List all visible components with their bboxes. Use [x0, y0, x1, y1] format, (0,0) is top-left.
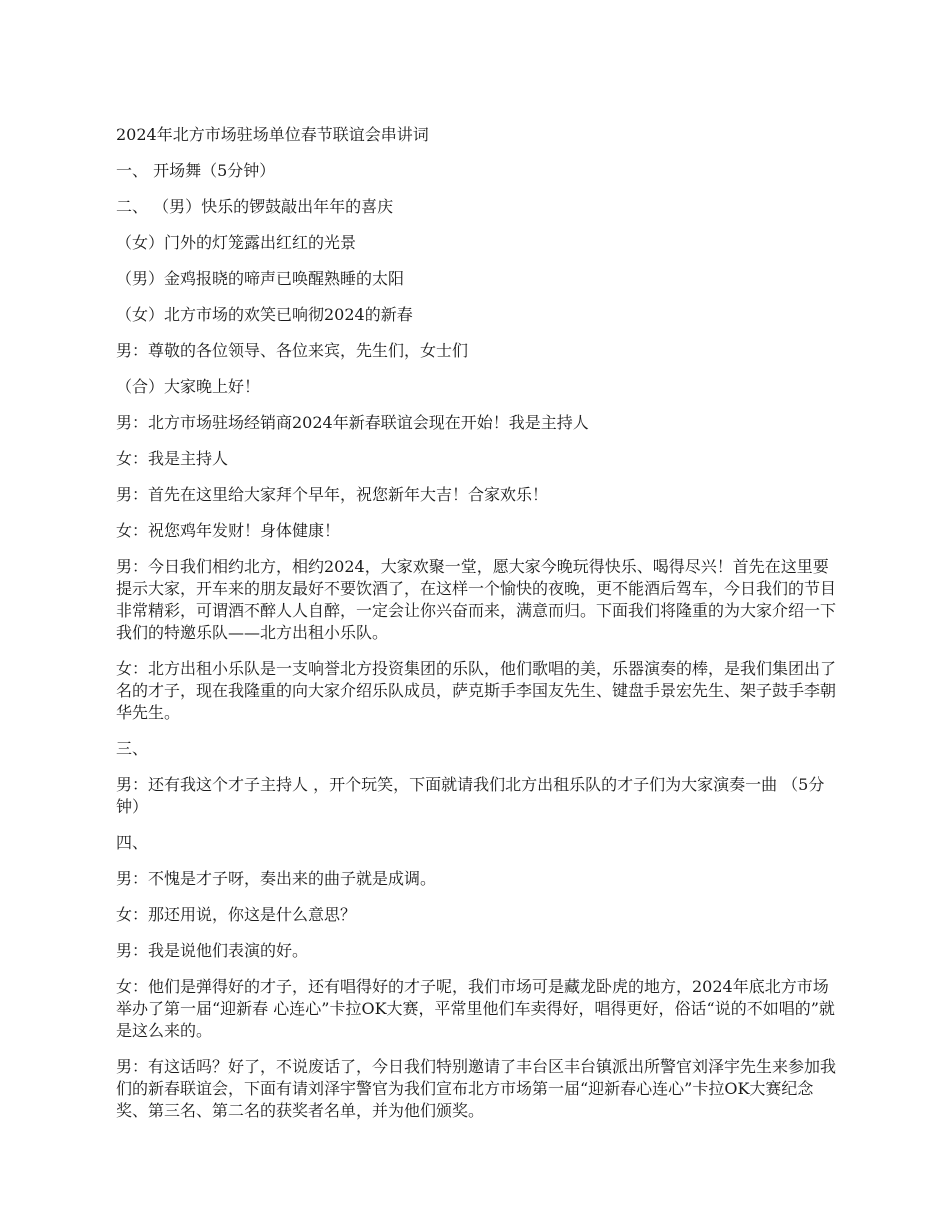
paragraph: 男：首先在这里给大家拜个早年，祝您新年大吉！合家欢乐！ [116, 485, 549, 504]
paragraph: 男：尊敬的各位领导、各位来宾，先生们，女士们 [116, 341, 469, 360]
paragraph: （男）金鸡报晓的啼声已唤醒熟睡的太阳 [116, 269, 405, 288]
paragraph: （女）北方市场的欢笑已响彻2024的新春 [116, 305, 413, 324]
paragraph: 女：北方出租小乐队是一支响誉北方投资集团的乐队，他们歌唱的美，乐器演奏的棒，是我们集团出了名的才子，现在我隆重的向大家介绍乐队成员，萨克斯手李国友先生、键盘手景宏先生、架子鼓手李朝华先生。 [116, 659, 837, 722]
paragraph: 三、 [116, 739, 149, 758]
paragraph: 女：那还用说，你这是什么意思？ [116, 905, 357, 924]
document-title: 2024年北方市场驻场单位春节联谊会串讲词 [116, 125, 429, 144]
paragraph: 四、 [116, 833, 149, 852]
paragraph: 一、 开场舞（5分钟） [116, 161, 276, 180]
paragraph: 男：北方市场驻场经销商2024年新春联谊会现在开始！我是主持人 [116, 413, 589, 432]
paragraph: 二、 （男）快乐的锣鼓敲出年年的喜庆 [116, 197, 394, 216]
paragraph: （合）大家晚上好！ [116, 377, 261, 396]
paragraph: （女）门外的灯笼露出红红的光景 [116, 233, 357, 252]
paragraph: 男：还有我这个才子主持人 ，开个玩笑，下面就请我们北方出租乐队的才子们为大家演奏一曲 （5分钟） [116, 775, 825, 816]
paragraph: 男：有这话吗？好了，不说废话了，今日我们特别邀请了丰台区丰台镇派出所警官刘泽宇先生来参加我们的新春联谊会，下面有请刘泽宇警官为我们宣布北方市场第一届“迎新春心连心”卡拉OK大赛纪念奖、第三名、第二名的获奖者名单，并为他们颁奖。 [116, 1057, 837, 1120]
paragraph: 女：祝您鸡年发财！身体健康！ [116, 521, 341, 540]
paragraph: 男：不愧是才子呀，奏出来的曲子就是成调。 [116, 869, 437, 888]
paragraph: 男：我是说他们表演的好。 [116, 941, 309, 960]
paragraph: 男：今日我们相约北方，相约2024，大家欢聚一堂，愿大家今晚玩得快乐、喝得尽兴！首先在这里要提示大家，开车来的朋友最好不要饮酒了，在这样一个愉快的夜晚，更不能酒后驾车，今日我们的节目非常精彩，可谓酒不醉人人自醉，一定会让你兴奋而来，满意而归。下面我们将隆重的为大家介绍一下我们的特邀乐队——北方出租小乐队。 [116, 557, 837, 642]
paragraph-list [116, 160, 840, 1122]
paragraph: 女：他们是弹得好的才子，还有唱得好的才子呢，我们市场可是藏龙卧虎的地方，2024年底北方市场举办了第一届“迎新春 心连心”卡拉OK大赛，平常里他们车卖得好，唱得更好，俗话“说的不如唱的”就是这么来的。 [116, 977, 835, 1040]
paragraph: 女：我是主持人 [116, 449, 229, 468]
document-page [116, 124, 840, 1136]
